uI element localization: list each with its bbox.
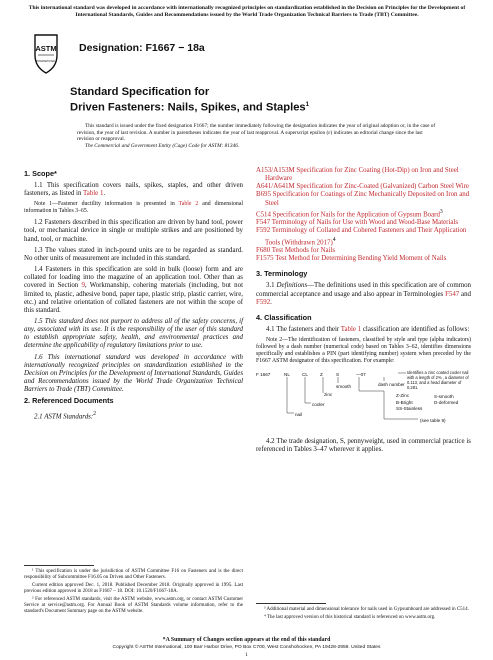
footnote-divider — [24, 565, 94, 566]
shank-option: S-smooth — [434, 393, 454, 399]
para-1-4 — [24, 266, 243, 315]
reference-code-link[interactable]: A153/A153M — [256, 167, 295, 174]
reference-title[interactable]: Terminology of Collated and Cohered Fasteners and Their Application Tools (Withdrawn 2017) — [265, 227, 467, 246]
left-column — [24, 167, 243, 424]
title-line-2 — [70, 99, 309, 115]
reference-title[interactable]: Test Method for Determining Bending Yield Moment of Nails — [273, 255, 447, 263]
reference-code-link[interactable]: C514 — [256, 211, 271, 219]
reference-code-link[interactable]: F680 — [256, 247, 271, 254]
footnote-3: ³ Additional material and dimensional tolerance for nails used in Gypsumboard are addressed in C514. — [264, 607, 469, 612]
section-heading-referenced-documents: 2. Referenced Documents — [24, 396, 114, 406]
pin-label-smooth: smooth — [336, 383, 352, 389]
reference-code-link[interactable]: F547 — [256, 219, 271, 227]
para-3-1 — [256, 282, 471, 306]
para-1-6: 1.6 This international standard was developed in accordance with internationally recognized principles on standardization established in the Decision on Principles for the Development of International Standards, Guides and Recommendations issued by the World Trade Organization Technical Barriers to Trade (TBT) Committee. — [24, 353, 243, 394]
copyright-line: Copyright © ASTM International, 100 Barr Harbor Drive, PO Box C700, West Conshohocken, PA 19428-2959. United States — [112, 645, 381, 650]
para-1-2: 1.2 Fasteners described in this specification are driven by hand tool, power tool, or mechanical device in single or multiple strikes and are positioned by hand, tool, or machine. — [24, 219, 243, 243]
para-2-1 — [24, 410, 243, 421]
f592-link[interactable]: F592 — [256, 298, 271, 306]
para-4-2: 4.2 The trade designation, S, pennyweight, used in commercial practice is referenced in Tables 3–47 wherever it applies. — [256, 437, 471, 454]
cage-code-text: The Commercial and Government Entity (Cage) Code for ASTM: 81346. — [85, 142, 240, 149]
para-1-3: 1.3 The values stated in inch-pound units are to be regarded as standard. No other units of measurement are included in this standard. — [24, 246, 243, 262]
para-4-1 — [256, 326, 471, 334]
pin-label-dash-number: dash number — [378, 381, 405, 387]
para-1-1-end: . — [103, 190, 106, 198]
pin-code-standard: F 1667 — [256, 371, 271, 377]
svg-text:INTERNATIONAL: INTERNATIONAL — [36, 60, 56, 63]
reference-item — [256, 219, 471, 227]
title-footnote-mark: 1 — [305, 102, 309, 108]
summary-of-changes-note: *A Summary of Changes section appears at the end of this standard — [162, 637, 331, 643]
reference-item — [256, 208, 471, 219]
pin-code-finish: Z — [320, 371, 323, 377]
section-9-link[interactable]: 9 — [81, 282, 85, 290]
para-3-1-and: and — [459, 290, 471, 298]
pin-example-diagram — [256, 369, 471, 435]
para-3-1-num: 3.1 — [266, 282, 277, 290]
footnote-2-mark: 2 — [93, 410, 97, 417]
section-heading-classification: 4. Classification — [256, 312, 312, 322]
reference-code-link[interactable]: A641/A641M — [256, 183, 295, 191]
svg-text:ASTM: ASTM — [35, 44, 57, 53]
pin-label-nail: nail — [295, 411, 303, 417]
para-1-1-text: 1.1 This specification covers nails, spikes, staples, and other driven fasteners, as listed in — [24, 182, 243, 198]
footnote-4: ⁴ The last approved version of this historical standard is referenced on www.astm.org. — [264, 615, 436, 620]
para-1-1 — [24, 182, 243, 198]
note-1 — [24, 201, 243, 215]
footnote-1-edition: Current edition approved Dec. 1, 2018. Published December 2018. Originally approved in 1995. Last previous edition approved in 2018 as F1667 – 18. DOI: 10.1520/F1667-18A. — [24, 583, 243, 594]
footnote-4-mark: 4 — [332, 236, 336, 243]
reference-title[interactable]: Specification for Zinc-Coated (Galvanized) Carbon Steel Wire — [294, 183, 469, 191]
section-heading-scope: 1. Scope* — [24, 169, 57, 178]
astm-logo — [32, 33, 60, 75]
reference-code-link[interactable]: F592 — [256, 227, 271, 235]
reference-title[interactable]: Specification for Nails for the Application of Gypsum Board — [270, 211, 440, 219]
pin-label-zinc: zinc — [324, 391, 333, 397]
para-1-4-end: , Workmanship, cohering materials (including, but not limited to, plastic, adhesive bond, paper tape, plastic strip, plastic carrier, wire, etc.) and relative orientation of collated fasteners are not within the scope of this standard. — [24, 282, 243, 314]
reference-list — [256, 167, 471, 263]
pin-label-cooler: cooler — [312, 401, 325, 407]
right-column — [256, 167, 471, 457]
para-1-5: 1.5 This standard does not purport to address all of the safety concerns, if any, associated with its use. It is the responsibility of the user of this standard to establish appropriate safety, health, and environmental practices and determine the applicability of regulatory limitations prior to use. — [24, 318, 243, 350]
reference-code-link[interactable]: B695 — [256, 191, 271, 199]
pin-code-dash: —07 — [356, 371, 366, 377]
para-3-1-end: . — [270, 298, 272, 306]
footnote-1: ¹ This specification is under the jurisdiction of ASTM Committee F16 on Fasteners and is the direct responsibility of Subcommittee F16.05 on Driven and Other Fasteners. — [24, 569, 243, 580]
f547-link[interactable]: F547 — [445, 290, 460, 298]
reference-code-link[interactable]: F1575 — [256, 255, 274, 263]
zinc-options — [396, 393, 409, 398]
table-1-link[interactable]: Table 1 — [340, 326, 362, 334]
section-heading-terminology: 3. Terminology — [256, 269, 308, 279]
footnotes-left — [24, 565, 243, 617]
footnote-3-mark: 3 — [439, 208, 443, 215]
designation: Designation: F1667 − 18a — [79, 42, 205, 54]
table-1-link[interactable]: Table 1 — [83, 190, 104, 198]
footnotes-right — [256, 603, 471, 623]
para-4-1-end: classification are identified as follows: — [361, 326, 470, 334]
para-3-1-text: —The definitions used in this specification are of common commercial acceptance and usage and also appear in Terminologies — [256, 282, 471, 298]
reference-title[interactable]: Test Methods for Nails — [270, 247, 336, 254]
reference-item — [256, 191, 471, 207]
para-4-1-text: 4.1 The fasteners and their — [266, 326, 341, 334]
issuance-statement — [77, 123, 437, 149]
reference-item — [256, 255, 471, 263]
para-2-1-text: 2.1 ASTM Standards: — [34, 412, 94, 420]
footnote-2: ² For referenced ASTM standards, visit the ASTM website, www.astm.org, or contact ASTM Customer Service at service@astm.org. For Annual Book of ASTM Standards volume information, refer to the standard's Document Summary page on the ASTM website. — [24, 597, 243, 614]
zinc-option: SS-Stainless — [396, 405, 423, 411]
note-1-text: Note 1—Fastener ductility information is presented in — [34, 201, 179, 208]
title-line-2-text: Driven Fasteners: Nails, Spikes, and Staples — [70, 101, 306, 114]
reference-title[interactable]: Specification for Coatings of Zinc Mechanically Deposited on Iron and Steel — [265, 191, 470, 207]
reference-item — [256, 183, 471, 191]
note-2: Note 2—The identification of fasteners, classified by style and type (alpha indicators) followed by a dash number (numerical code) based on Tables 3–62, identifies dimensions specifically and establishes a PIN (part identifying number) system when preceded by the F1667 ASTM designator of this specification. For example: — [256, 337, 471, 364]
table-2-link[interactable]: Table 2 — [178, 201, 199, 208]
reference-item — [256, 167, 471, 183]
issuance-text: This standard is issued under the fixed designation F1667; the number immediately following the designation indicates the year of original adoption or, in the case of revision, the year of last revision. A number in parentheses indicates the year of last reapproval. A superscript epsilon (ε) indicates an editorial change since the last revision or reapproval. — [77, 123, 436, 142]
pin-code-style: NL — [284, 371, 290, 377]
reference-title[interactable]: Terminology of Nails for Use with Wood and Wood-Base Materials — [270, 219, 459, 227]
tbt-notice: This international standard was developed in accordance with internationally recognized principles on standardization established in the Decision on Principles for the Development of International Standards, Guides and Recommendations issued by the World Trade Organization Technical Barriers to Trade (TBT) Committee. — [28, 5, 466, 18]
footnote-divider — [256, 603, 326, 604]
reference-title[interactable]: Specification for Zinc Coating (Hot-Dip) on Iron and Steel Hardware — [265, 167, 459, 183]
note-1-end: and dimensional information in Tables 3–65. — [24, 201, 243, 215]
para-1-4-text: 1.4 Fasteners in this specification are sold in bulk (loose) form and are collated for loading into the magazine of an application tool. Other than as covered in Section — [24, 266, 243, 290]
reference-item — [256, 227, 471, 247]
pin-description: Identifies a zinc coated cooler nail with a length of 2⅜ , a diameter of 0.113, and a head diameter of 0.281. — [407, 369, 469, 391]
zinc-option: B-Bright — [396, 399, 413, 405]
zinc-option: Z-Zinc — [396, 392, 410, 398]
document-title — [70, 86, 309, 115]
page-number: 1 — [245, 652, 248, 658]
see-table-note: (see table 9) — [420, 417, 446, 423]
shank-option: D-deformed — [434, 399, 459, 405]
pin-code-shank: S — [336, 371, 340, 377]
title-line-1: Standard Specification for — [70, 86, 210, 98]
reference-item — [256, 247, 471, 255]
pin-code-type: CL — [302, 371, 308, 377]
definitions-label: Definitions — [276, 282, 308, 290]
